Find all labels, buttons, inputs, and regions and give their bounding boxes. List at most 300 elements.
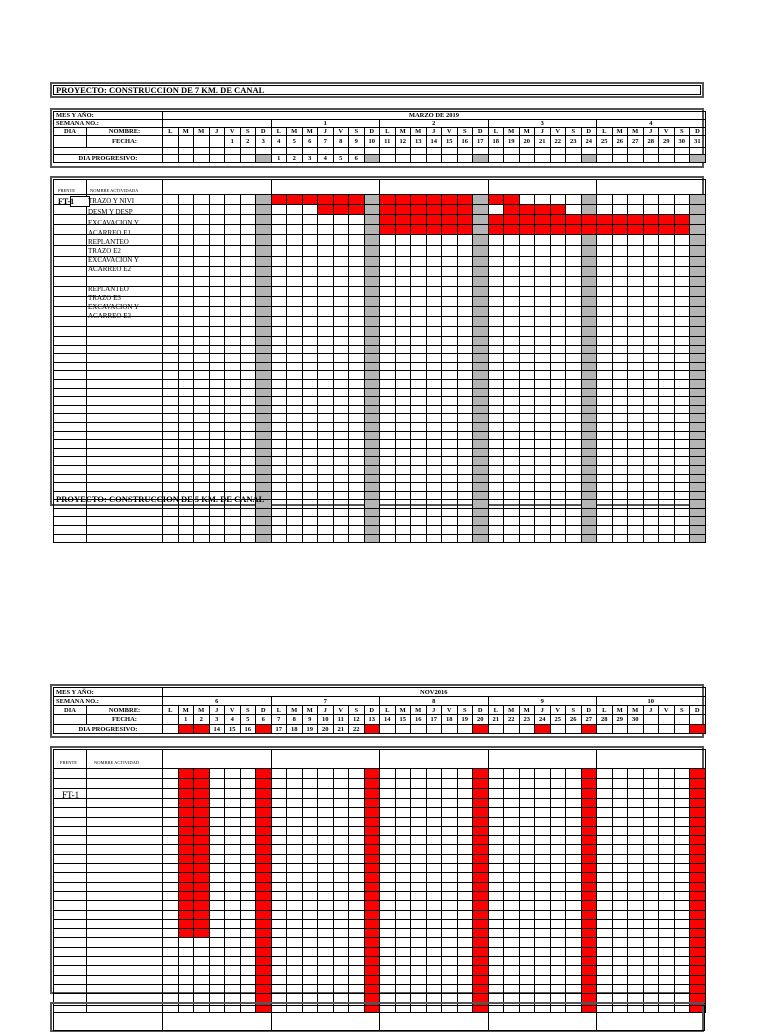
day-cell (597, 984, 613, 993)
frente-cell (54, 826, 87, 835)
scheduled-day-cell (628, 225, 644, 235)
day-cell (178, 526, 194, 535)
day-cell (504, 307, 520, 317)
day-cell (550, 195, 566, 205)
day-cell (395, 975, 411, 984)
day-cell (550, 354, 566, 363)
day-cell (333, 317, 349, 327)
day-cell (519, 405, 535, 414)
day-letter: J (643, 128, 659, 136)
day-cell (380, 317, 396, 327)
day-cell (488, 277, 504, 287)
day-letter: L (380, 128, 396, 136)
day-cell (364, 205, 380, 215)
day-cell (504, 975, 520, 984)
progressive-cell (535, 155, 551, 163)
day-cell (612, 808, 628, 817)
day-cell (612, 457, 628, 466)
day-letter: S (566, 128, 582, 136)
day-cell (690, 491, 706, 500)
scheduled-day-cell (364, 779, 380, 789)
day-cell (550, 891, 566, 900)
day-letter: V (333, 706, 349, 715)
day-cell (442, 267, 458, 277)
day-cell (442, 235, 458, 246)
day-cell (597, 873, 613, 882)
day-cell (643, 873, 659, 882)
day-cell (194, 397, 210, 406)
day-cell (364, 526, 380, 535)
day-letter: M (612, 706, 628, 715)
day-cell (488, 845, 504, 854)
day-cell (240, 826, 256, 835)
day-cell (659, 891, 675, 900)
day-cell (566, 465, 582, 474)
day-cell (519, 817, 535, 826)
day-cell (395, 769, 411, 779)
day-cell (426, 267, 442, 277)
day-cell (597, 474, 613, 483)
scheduled-day-cell (364, 984, 380, 993)
day-cell (349, 789, 365, 799)
day-cell (194, 947, 210, 956)
day-cell (457, 799, 473, 808)
progressive-cell (457, 725, 473, 734)
activity-cell (87, 483, 163, 492)
day-cell (457, 929, 473, 938)
day-cell (302, 405, 318, 414)
day-cell (178, 975, 194, 984)
day-cell (287, 966, 303, 975)
day-cell (426, 457, 442, 466)
date-cell: 15 (442, 136, 458, 148)
day-letter: L (488, 706, 504, 715)
next-section-grid (53, 1005, 705, 1031)
scheduled-day-cell (364, 901, 380, 910)
day-cell (519, 483, 535, 492)
scheduled-day-cell (690, 901, 706, 910)
day-cell (550, 947, 566, 956)
day-cell (240, 508, 256, 517)
day-cell (411, 474, 427, 483)
day-cell (349, 526, 365, 535)
day-cell (628, 287, 644, 297)
day-name-label: NOMBRE: (87, 128, 163, 136)
activity-row (54, 789, 706, 799)
day-cell (225, 938, 241, 947)
scheduled-day-cell (364, 938, 380, 947)
day-cell (566, 317, 582, 327)
day-cell (318, 938, 334, 947)
day-cell (411, 388, 427, 397)
activity-name: REPLANTEO (88, 238, 129, 246)
day-cell (364, 465, 380, 474)
day-cell (209, 327, 225, 337)
day-cell (504, 474, 520, 483)
day-cell (519, 371, 535, 380)
day-cell (488, 257, 504, 267)
day-cell (426, 246, 442, 257)
day-cell (395, 465, 411, 474)
day-cell (535, 789, 551, 799)
day-cell (535, 873, 551, 882)
day-cell (225, 901, 241, 910)
day-cell (612, 919, 628, 928)
day-cell (674, 799, 690, 808)
day-cell (426, 947, 442, 956)
day-cell (566, 891, 582, 900)
progressive-cell: 2 (287, 155, 303, 163)
day-cell (364, 307, 380, 317)
day-cell (318, 845, 334, 854)
day-cell (504, 397, 520, 406)
day-letter: S (349, 706, 365, 715)
day-cell (550, 517, 566, 526)
scheduled-day-cell (426, 225, 442, 235)
day-letter: L (597, 706, 613, 715)
scheduled-day-cell (690, 799, 706, 808)
day-cell (488, 431, 504, 440)
day-cell (426, 474, 442, 483)
day-cell (457, 317, 473, 327)
day-cell (643, 901, 659, 910)
scheduled-day-cell (442, 215, 458, 225)
day-cell (442, 327, 458, 337)
progressive-cell (643, 155, 659, 163)
day-cell (504, 845, 520, 854)
day-letter: J (209, 706, 225, 715)
day-cell (597, 491, 613, 500)
day-cell (426, 371, 442, 380)
day-cell (612, 864, 628, 873)
day-cell (597, 517, 613, 526)
date-cell: 24 (535, 715, 551, 725)
day-cell (302, 225, 318, 235)
day-cell (380, 337, 396, 346)
day-cell (302, 297, 318, 307)
day-cell (411, 267, 427, 277)
day-cell (271, 789, 287, 799)
date-row (54, 136, 706, 148)
day-cell (318, 769, 334, 779)
day-cell (535, 808, 551, 817)
day-cell (535, 448, 551, 457)
day-cell (504, 929, 520, 938)
spacer (395, 148, 411, 155)
day-cell (271, 975, 287, 984)
day-cell (349, 362, 365, 371)
day-cell (597, 817, 613, 826)
day-cell (380, 379, 396, 388)
spacer (628, 148, 644, 155)
day-letter: S (457, 706, 473, 715)
day-cell (457, 297, 473, 307)
scheduled-day-cell (364, 882, 380, 891)
day-cell (674, 508, 690, 517)
progressive-cell (473, 155, 489, 163)
scheduled-day-cell (178, 799, 194, 808)
day-cell (628, 882, 644, 891)
day-cell (550, 327, 566, 337)
frente-cell (54, 215, 87, 225)
progressive-cell (256, 725, 272, 734)
day-cell (287, 337, 303, 346)
frente-label: FT-1 (62, 790, 80, 800)
day-cell (364, 405, 380, 414)
day-cell (194, 225, 210, 235)
activity-cell (87, 975, 163, 984)
day-cell (240, 388, 256, 397)
day-cell (271, 929, 287, 938)
day-cell (240, 327, 256, 337)
day-cell (628, 873, 644, 882)
date-cell: 16 (411, 715, 427, 725)
day-cell (488, 379, 504, 388)
day-cell (550, 414, 566, 423)
day-cell (535, 891, 551, 900)
day-cell (628, 414, 644, 423)
day-cell (209, 345, 225, 354)
activity-cell (87, 517, 163, 526)
day-cell (349, 966, 365, 975)
day-cell (318, 957, 334, 966)
day-cell (488, 205, 504, 215)
day-cell (178, 327, 194, 337)
day-letter: M (628, 128, 644, 136)
day-cell (643, 500, 659, 509)
day-cell (287, 457, 303, 466)
day-cell (535, 957, 551, 966)
day-cell (271, 901, 287, 910)
progressive-cell (488, 725, 504, 734)
day-cell (659, 405, 675, 414)
scheduled-day-cell (690, 984, 706, 993)
scheduled-day-cell (612, 225, 628, 235)
day-cell (271, 337, 287, 346)
date-cell (659, 715, 675, 725)
day-cell (628, 975, 644, 984)
progressive-cell (504, 155, 520, 163)
day-cell (597, 297, 613, 307)
day-cell (504, 337, 520, 346)
day-cell (349, 215, 365, 225)
day-cell (504, 440, 520, 449)
day-cell (566, 938, 582, 947)
day-cell (597, 388, 613, 397)
activity-row (54, 277, 706, 287)
spacer (287, 148, 303, 155)
day-cell (271, 474, 287, 483)
day-cell (349, 440, 365, 449)
day-cell (535, 901, 551, 910)
day-cell (488, 287, 504, 297)
day-cell (380, 864, 396, 873)
day-cell (457, 448, 473, 457)
day-cell (504, 836, 520, 845)
day-cell (442, 257, 458, 267)
day-cell (612, 873, 628, 882)
day-cell (333, 984, 349, 993)
scheduled-day-cell (364, 864, 380, 873)
activity-name: EXCAVACION Y (88, 219, 140, 227)
date-cell: 18 (488, 136, 504, 148)
day-cell (287, 836, 303, 845)
date-cell: 28 (597, 715, 613, 725)
day-cell (225, 388, 241, 397)
day-cell (628, 966, 644, 975)
day-cell (457, 891, 473, 900)
day-cell (287, 465, 303, 474)
day-cell (333, 379, 349, 388)
day-cell (333, 483, 349, 492)
date-cell: 11 (380, 136, 396, 148)
scheduled-day-cell (674, 215, 690, 225)
day-cell (240, 938, 256, 947)
scheduled-day-cell (333, 205, 349, 215)
scheduled-day-cell (194, 789, 210, 799)
day-cell (395, 317, 411, 327)
spacer (333, 148, 349, 155)
date-cell: 9 (349, 136, 365, 148)
calendar-header-2 (50, 684, 704, 738)
day-cell (271, 966, 287, 975)
day-cell (349, 826, 365, 835)
day-cell (225, 799, 241, 808)
day-cell (318, 327, 334, 337)
day-cell (349, 225, 365, 235)
day-cell (302, 789, 318, 799)
activity-row (54, 901, 706, 910)
day-cell (581, 371, 597, 380)
day-cell (488, 769, 504, 779)
day-cell (612, 526, 628, 535)
frente-cell (54, 337, 87, 346)
day-cell (225, 277, 241, 287)
spacer-row (54, 148, 706, 155)
day-cell (597, 345, 613, 354)
day-cell (395, 379, 411, 388)
date-cell: 27 (581, 715, 597, 725)
day-cell (442, 836, 458, 845)
day-cell (581, 397, 597, 406)
day-cell (442, 799, 458, 808)
activity-row (54, 388, 706, 397)
day-cell (333, 826, 349, 835)
date-cell: 21 (488, 715, 504, 725)
day-cell (674, 422, 690, 431)
scheduled-day-cell (256, 975, 272, 984)
day-name-label: NOMBRE: (87, 706, 163, 715)
day-cell (628, 826, 644, 835)
day-cell (194, 297, 210, 307)
day-cell (519, 414, 535, 423)
frente-cell (54, 287, 87, 297)
activity-row (54, 517, 706, 526)
spacer (612, 148, 628, 155)
day-cell (659, 500, 675, 509)
day-cell (333, 966, 349, 975)
day-cell (380, 808, 396, 817)
day-cell (643, 317, 659, 327)
scheduled-day-cell (411, 205, 427, 215)
day-cell (271, 517, 287, 526)
spacer (535, 148, 551, 155)
scheduled-day-cell (581, 910, 597, 919)
day-cell (209, 379, 225, 388)
day-cell (581, 379, 597, 388)
day-cell (519, 327, 535, 337)
day-cell (566, 854, 582, 863)
date-cell: 18 (442, 715, 458, 725)
day-cell (612, 947, 628, 956)
day-cell (519, 465, 535, 474)
day-cell (178, 345, 194, 354)
day-cell (302, 836, 318, 845)
day-cell (426, 317, 442, 327)
day-cell (287, 257, 303, 267)
day-cell (612, 246, 628, 257)
day-cell (163, 337, 179, 346)
day-cell (380, 440, 396, 449)
actividad-header: NOMBRE ACTIVIDAD (94, 760, 140, 765)
day-cell (690, 317, 706, 327)
day-cell (535, 799, 551, 808)
day-cell (597, 267, 613, 277)
day-cell (287, 947, 303, 956)
day-cell (457, 440, 473, 449)
day-cell (581, 362, 597, 371)
day-cell (256, 287, 272, 297)
day-cell (333, 500, 349, 509)
scheduled-day-cell (581, 873, 597, 882)
day-cell (209, 975, 225, 984)
scheduled-day-cell (597, 225, 613, 235)
day-cell (194, 267, 210, 277)
day-cell (411, 808, 427, 817)
day-cell (209, 789, 225, 799)
day-cell (287, 287, 303, 297)
day-cell (333, 371, 349, 380)
day-cell (240, 966, 256, 975)
day-cell (318, 474, 334, 483)
scheduled-day-cell (690, 891, 706, 900)
day-cell (519, 491, 535, 500)
day-cell (349, 297, 365, 307)
day-cell (318, 526, 334, 535)
scheduled-day-cell (364, 826, 380, 835)
scheduled-day-cell (581, 929, 597, 938)
scheduled-day-cell (178, 929, 194, 938)
week-block (271, 180, 380, 195)
scheduled-day-cell (178, 891, 194, 900)
scheduled-day-cell (442, 225, 458, 235)
day-cell (488, 779, 504, 789)
progressive-row (54, 155, 706, 163)
day-cell (519, 517, 535, 526)
day-cell (643, 379, 659, 388)
day-cell (333, 957, 349, 966)
scheduled-day-cell (178, 882, 194, 891)
day-cell (643, 483, 659, 492)
day-cell (271, 910, 287, 919)
day-cell (473, 431, 489, 440)
date-cell: 15 (395, 715, 411, 725)
day-cell (442, 388, 458, 397)
day-cell (504, 919, 520, 928)
progressive-cell (628, 725, 644, 734)
day-cell (659, 422, 675, 431)
day-cell (163, 779, 179, 789)
